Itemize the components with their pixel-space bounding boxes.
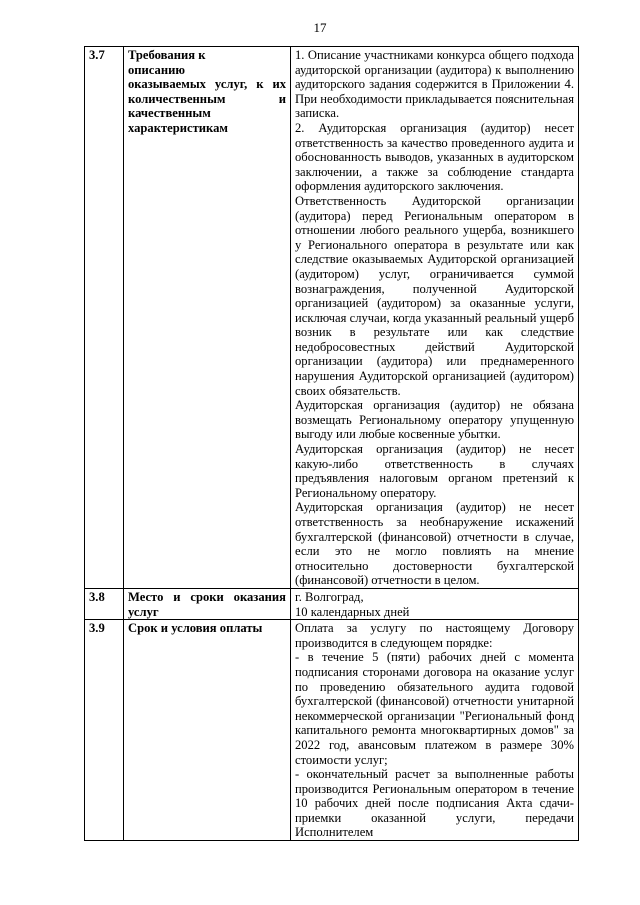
row-content [291, 620, 579, 841]
row-title-line: Срок и условия оплаты [128, 621, 263, 636]
paragraph: Ответственность Аудиторской организации (аудитора) перед Региональным оператором в отношении любого реального ущерба, возникшего у Регионального оператора в результате или как следствие оказываемых Аудиторской организацией (аудитором) услуг, ограничивается суммой вознаграждения, полученной Аудиторской организацией (аудитором) за оказанные услуги, исключая случаи, когда указанный реальный ущерб возник в результате или как следствие недобросовестных действий Аудиторской организации (аудитора) или преднамеренного нарушения Аудиторской организацией (аудитором) своих обязательств. [295, 193, 574, 398]
row-title-line: Требования к [128, 48, 206, 62]
row-title [124, 47, 291, 589]
page-number: 17 [313, 20, 327, 35]
paragraph: Аудиторская организация (аудитор) не обязана возмещать Региональному оператору упущенную выгоду или любые косвенные убытки. [295, 398, 574, 442]
row-title [124, 620, 291, 841]
paragraph: 2. Аудиторская организация (аудитор) несет ответственность за качество проведенного аудита и обоснованность выводов, указанных в аудиторском заключении, а также за соблюдение стандарта оформления аудиторского заключения. [295, 120, 574, 194]
row-content [291, 47, 579, 589]
row-content [291, 588, 579, 619]
table-row [85, 47, 579, 589]
row-title-line: оказываемых услуг, к их [128, 77, 286, 92]
row-number: 3.8 [85, 588, 124, 619]
row-title-line: количественным и [128, 91, 286, 106]
paragraph: - окончательный расчет за выполненные работы производится Региональным оператором в течение 10 рабочих дней после подписания Акта сдачи-приемки оказанной услуги, передачи Исполнителем [295, 767, 574, 840]
row-title-line: услуг [128, 604, 159, 619]
paragraph: - в течение 5 (пяти) рабочих дней с момента подписания сторонами договора на оказание услуг по проведению обязательного аудита годовой бухгалтерской (финансовой) отчетности унитарной некоммерческой организации "Региональный фонд капитального ремонта многоквартирных домов" за 2022 год, авансовым платежом в размере 30% стоимости услуг; [295, 650, 574, 767]
row-title-line: Место и сроки оказания [128, 589, 286, 604]
row-number: 3.7 [85, 47, 124, 589]
paragraph: Оплата за услугу по настоящему Договору производится в следующем порядке: [295, 621, 574, 650]
table-row [85, 588, 579, 619]
requirements-table [84, 46, 579, 841]
row-title-line: характеристикам [128, 120, 228, 135]
row-number: 3.9 [85, 620, 124, 841]
table-row [85, 620, 579, 841]
paragraph: Аудиторская организация (аудитор) не несет ответственность за необнаружение искажений бухгалтерской (финансовой) отчетности в случае, если это не могло повлиять на мнение относительно достоверности бухгалтерской (финансовой) отчетности в целом. [295, 500, 574, 588]
paragraph: г. Волгоград, [295, 589, 364, 604]
row-title-line: описанию [128, 62, 185, 77]
paragraph: 10 календарных дней [295, 604, 410, 619]
paragraph: 1. Описание участниками конкурса общего подхода аудиторской организации (аудитора) к выполнению аудиторского задания содержится в Приложении 4. При необходимости прикладывается пояснительная записка. [295, 48, 574, 121]
paragraph: Аудиторская организация (аудитор) не несет какую-либо ответственность в случаях предъявления налоговым органом претензий к Региональному оператору. [295, 442, 574, 500]
row-title-line: качественным [128, 106, 211, 121]
row-title [124, 588, 291, 619]
